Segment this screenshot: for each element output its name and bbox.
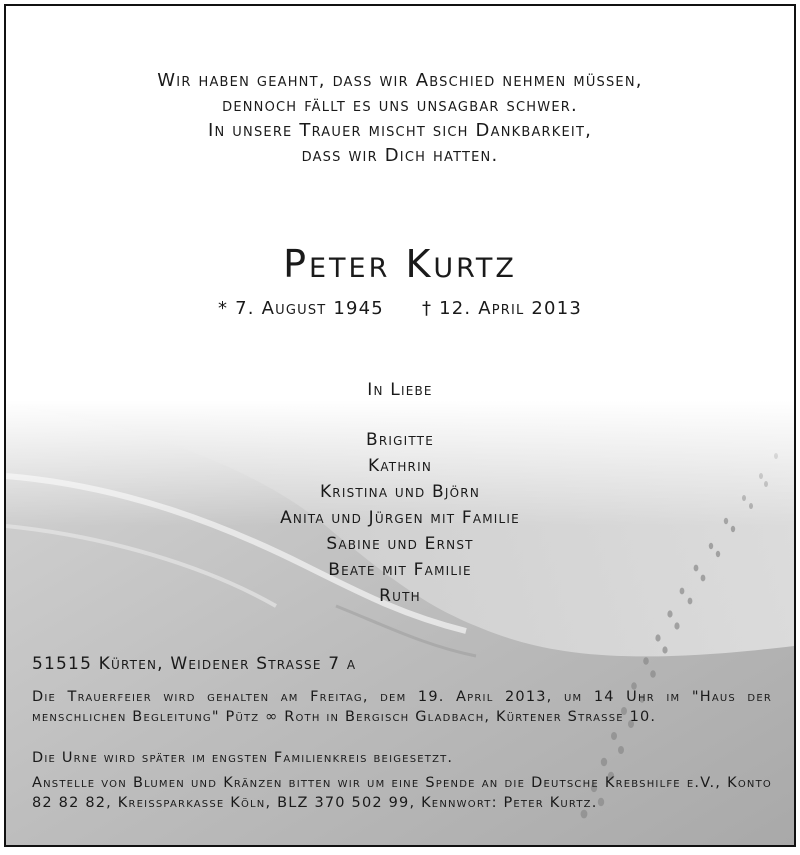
poem-line: In unsere Trauer mischt sich Dankbarkeit, [207, 120, 593, 141]
poem-line: dennoch fällt es uns unsagbar schwer. [222, 95, 578, 116]
mourner-name: Anita und Jürgen mit Familie [280, 508, 520, 528]
donation-info: Anstelle von Blumen und Kränzen bitten wir um eine Spende an die Deutsche Krebshilfe e.V., Konto 82 82 82, Kreissparkasse Köln, BLZ 370 502 99, Kennwort: Peter Kurtz. [32, 775, 772, 811]
mourner-name: Ruth [379, 586, 421, 606]
ceremony-info: Die Trauerfeier wird gehalten am Freitag, dem 19. April 2013, um 14 Uhr im "Haus der menschlichen Begleitung" Pütz ∞ Roth in Bergisch Gladbach, Kürtener Strasse 10. [32, 689, 772, 725]
mourners-intro: In Liebe [367, 380, 433, 400]
poem [6, 68, 794, 168]
mourner-name: Brigitte [365, 430, 434, 450]
mourner-name: Kristina und Björn [319, 482, 481, 502]
life-dates [6, 298, 794, 319]
mourners-list [6, 427, 794, 609]
urn-info: Die Urne wird später im engsten Familienkreis beigesetzt. [32, 750, 454, 766]
mourner-name: Kathrin [367, 456, 433, 476]
death-date: † 12. April 2013 [421, 298, 583, 319]
poem-line: dass wir Dich hatten. [301, 145, 499, 166]
notice-content [6, 6, 794, 845]
family-address: 51515 Kürten, Weidener Strasse 7 a [32, 654, 357, 674]
poem-line: Wir haben geahnt, dass wir Abschied nehmen müssen, [157, 70, 643, 91]
mourner-name: Sabine und Ernst [326, 534, 474, 554]
obituary-notice [4, 4, 796, 847]
deceased-name: Peter Kurtz [283, 242, 517, 286]
birth-date: * 7. August 1945 [217, 298, 384, 319]
mourner-name: Beate mit Familie [328, 560, 472, 580]
